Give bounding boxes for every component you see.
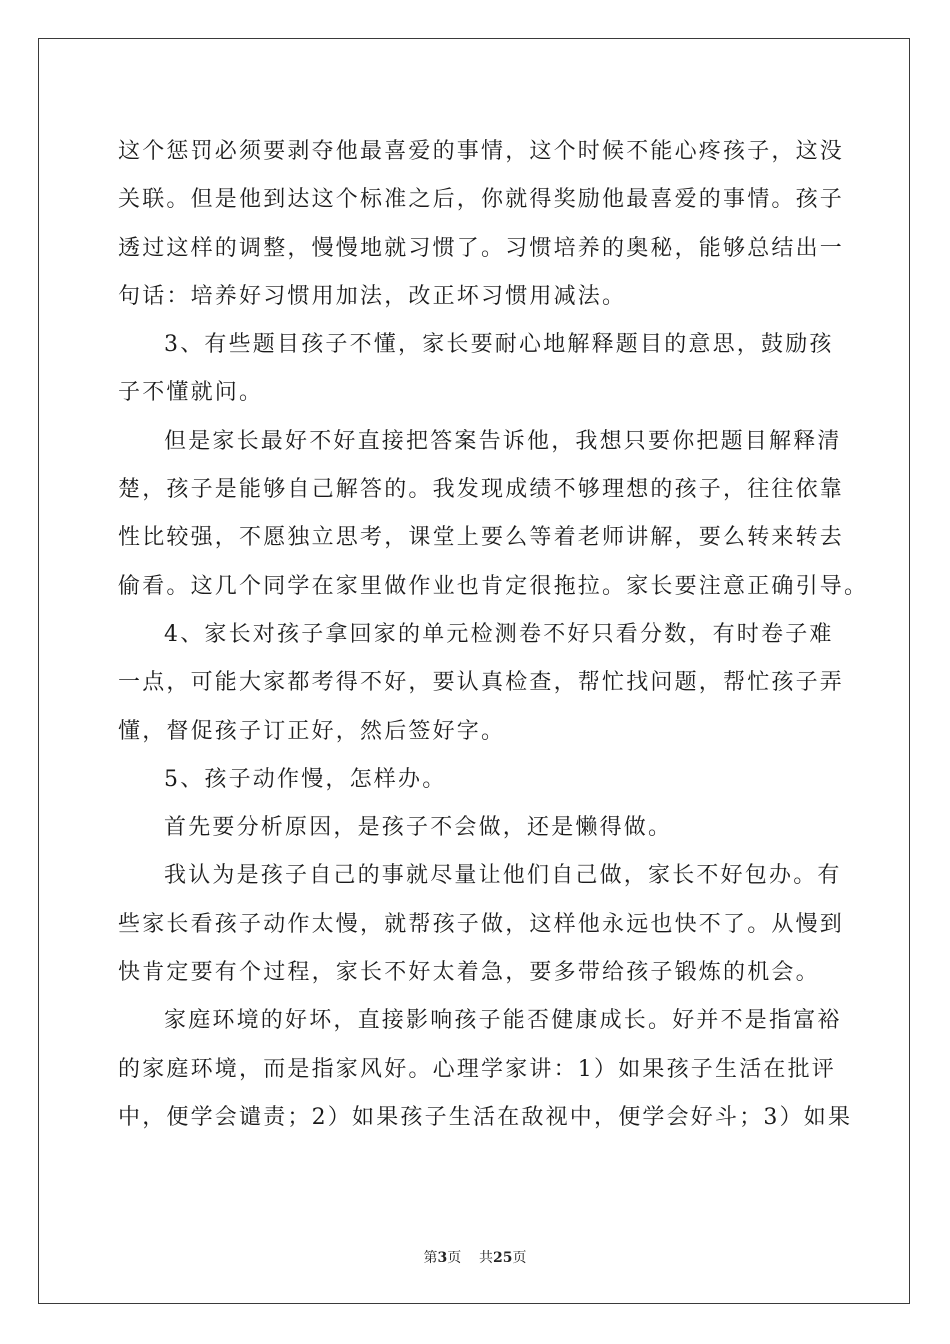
text-line: 偷看。这几个同学在家里做作业也肯定很拖拉。家长要注意正确引导。: [118, 573, 869, 599]
page-number: 3: [437, 1250, 448, 1266]
text-line: 楚，孩子是能够自己解答的。我发现成绩不够理想的孩子，往往依靠: [118, 477, 845, 503]
page-prefix: 第: [423, 1250, 438, 1266]
text-line: 中，便学会谴责；2）如果孩子生活在敌视中，便学会好斗；3）如果: [118, 1104, 853, 1130]
text-line: 首先要分析原因，是孩子不会做，还是懒得做。: [164, 815, 673, 841]
text-line: 这个惩罚必须要剥夺他最喜爱的事情，这个时候不能心疼孩子，这没: [118, 139, 845, 164]
text-line: 子不懂就问。: [118, 380, 264, 406]
text-line: 4、家长对孩子拿回家的单元检测卷不好只看分数，有时卷子难: [164, 621, 834, 647]
text-line: 我认为是孩子自己的事就尽量让他们自己做，家长不好包办。有: [164, 863, 842, 889]
text-line: 性比较强，不愿独立思考，课堂上要么等着老师讲解，要么转来转去: [118, 525, 845, 551]
text-line: 快肯定要有个过程，家长不好太着急，要多带给孩子锻炼的机会。: [118, 960, 820, 986]
text-line: 但是家长最好不好直接把答案告诉他，我想只要你把题目解释清: [164, 428, 842, 454]
text-line: 的家庭环境，而是指家风好。心理学家讲：1）如果孩子生活在批评: [118, 1056, 836, 1082]
page-footer: [0, 1247, 950, 1267]
total-prefix: 共: [479, 1250, 494, 1266]
text-line: 一点，可能大家都考得不好，要认真检查，帮忙找问题，帮忙孩子弄: [118, 670, 845, 696]
text-line: 3、有些题目孩子不懂，家长要耐心地解释题目的意思，鼓励孩: [164, 332, 834, 358]
total-suffix: 页: [512, 1250, 527, 1266]
text-line: 些家长看孩子动作太慢，就帮孩子做，这样他永远也快不了。从慢到: [118, 911, 845, 937]
text-line: 透过这样的调整，慢慢地就习惯了。习惯培养的奥秘，能够总结出一: [118, 235, 845, 261]
text-line: 5、孩子动作慢，怎样办。: [164, 766, 447, 792]
text-line: 家庭环境的好坏，直接影响孩子能否健康成长。好并不是指富裕: [164, 1008, 842, 1034]
text-line: 句话：培养好习惯用加法，改正坏习惯用减法。: [118, 283, 627, 309]
document-body: [118, 128, 869, 1142]
text-line: 关联。但是他到达这个标准之后，你就得奖励他最喜爱的事情。孩子: [118, 187, 845, 213]
total-pages: 25: [493, 1250, 513, 1266]
page-suffix: 页: [447, 1250, 462, 1266]
text-line: 懂，督促孩子订正好，然后签好字。: [118, 718, 506, 744]
